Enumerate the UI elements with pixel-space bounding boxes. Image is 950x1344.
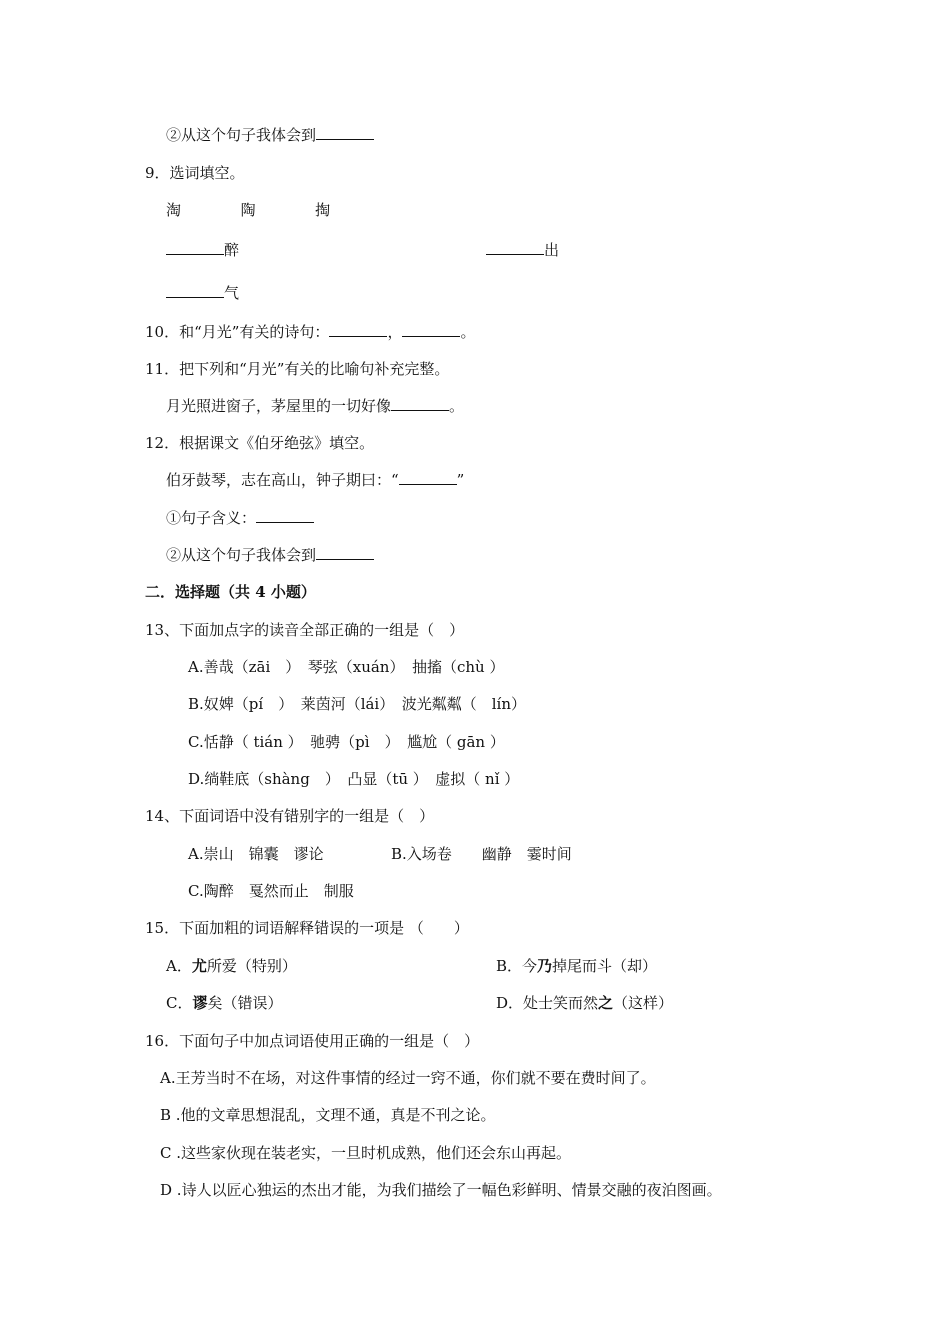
answer-blank[interactable] [166, 240, 224, 255]
char-option: 掏 [315, 201, 331, 219]
q9-title: 9．选词填空。 [145, 164, 245, 182]
char-option: 陶 [240, 201, 256, 219]
q13-option-b: B.奴婢（pí ） 莱茵河（lái） 波光粼粼（ lín） [188, 695, 526, 713]
q8-sub2: ②从这个句子我体会到 [166, 125, 374, 145]
answer-blank[interactable] [399, 470, 457, 485]
q13-option-d: D.绱鞋底（shàng ） 凸显（tū ） 虚拟（ nǐ ） [188, 770, 520, 788]
answer-blank[interactable] [316, 545, 374, 560]
q14-option-c: C.陶醉 戛然而止 制服 [188, 882, 354, 900]
answer-blank[interactable] [329, 322, 387, 337]
answer-blank[interactable] [316, 125, 374, 140]
q15-option-c: C．谬矣（错误） [166, 994, 283, 1012]
q14-option-a: A.崇山 锦囊 谬论 [188, 845, 324, 863]
q12-sub2: ②从这个句子我体会到 [166, 545, 374, 565]
q14-option-b: B.入场卷 幽静 霎时间 [391, 845, 572, 863]
q13-option-c: C.恬静（ tián ） 驰骋（pì ） 尴尬（ gān ） [188, 733, 505, 751]
answer-blank[interactable] [166, 283, 224, 298]
q15-option-b: B．今乃掉尾而斗（却） [496, 957, 658, 975]
q16-stem: 16．下面句子中加点词语使用正确的一组是（ ） [145, 1032, 480, 1050]
q13-option-a: A.善哉（zāi ） 琴弦（xuán） 抽搐（chù ） [188, 658, 505, 676]
q16-option-c: C .这些家伙现在装老实，一旦时机成熟，他们还会东山再起。 [160, 1144, 572, 1162]
section-2-title: 二．选择题（共 4 小题） [145, 583, 316, 601]
answer-blank[interactable] [391, 396, 449, 411]
q15-option-d: D．处士笑而然之（这样） [496, 994, 674, 1012]
answer-blank[interactable] [402, 322, 460, 337]
q11-stem: 11．把下列和“月光”有关的比喻句补充完整。 [145, 360, 450, 378]
q9-item-1: 醉 [166, 240, 239, 260]
answer-blank[interactable] [486, 240, 544, 255]
q10: 10．和“月光”有关的诗句： ， 。 [145, 323, 476, 341]
answer-blank[interactable] [256, 508, 314, 523]
q9-item-3: 气 [166, 283, 239, 303]
q9-char-options [166, 200, 330, 220]
q12-stem: 12．根据课文《伯牙绝弦》填空。 [145, 434, 375, 452]
q15-stem: 15．下面加粗的词语解释错误的一项是 （ ） [145, 919, 469, 937]
q12-sentence: 伯牙鼓琴，志在高山，钟子期曰：“ ” [166, 471, 465, 489]
q12-sub1: ①句子含义： [166, 508, 314, 528]
q15-option-a: A．尤所爱（特别） [166, 957, 297, 975]
char-option: 淘 [166, 201, 182, 219]
q13-stem: 13、下面加点字的读音全部正确的一组是（ ） [145, 621, 465, 639]
q14-stem: 14、下面词语中没有错别字的一组是（ ） [145, 807, 435, 825]
q11-sentence: 月光照进窗子，茅屋里的一切好像 。 [166, 397, 465, 415]
q16-option-b: B .他的文章思想混乱，文理不通，真是不刊之论。 [160, 1106, 496, 1124]
q9-item-2: 出 [486, 240, 559, 260]
q16-option-d: D .诗人以匠心独运的杰出才能，为我们描绘了一幅色彩鲜明、情景交融的夜泊图画。 [160, 1181, 722, 1199]
q16-option-a: A.王芳当时不在场，对这件事情的经过一窍不通，你们就不要在费时间了。 [160, 1069, 656, 1087]
